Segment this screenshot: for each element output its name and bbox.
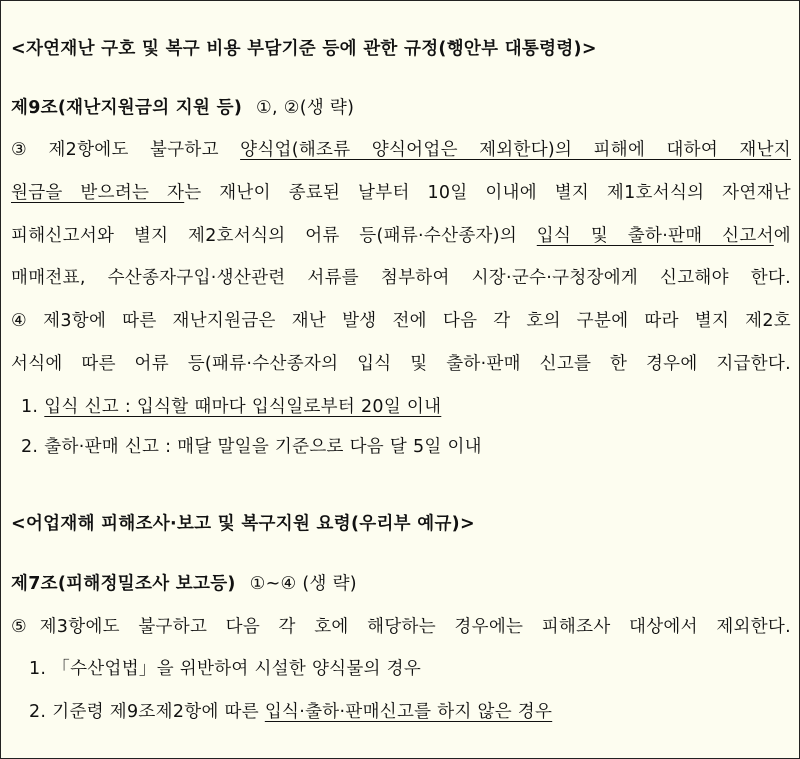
section-title: <자연재난 구호 및 복구 비용 부담기준 등에 관한 규정(행안부 대통령령)> — [11, 39, 597, 59]
paragraph-text: 피해신고서와 별지 제2호서식의 어류 등(패류·수산종자)의 — [11, 226, 537, 246]
paragraph-line: 서식에 따른 어류 등(패류·수산종자의 입식 및 출하·판매 신고를 한 경우에 지급한다. — [11, 354, 791, 374]
list-item-text: 출하·판매 신고 : 매달 말일을 기준으로 다음 달 5일 이내 — [44, 437, 482, 457]
paragraph-line — [11, 138, 791, 162]
list-item — [29, 657, 791, 681]
paragraph-text: 에 — [773, 226, 791, 246]
list-item — [29, 700, 791, 724]
underlined-text: 입식 및 출하·판매 신고서 — [536, 226, 774, 246]
underlined-text: 입식·출하·판매신고를 하지 않은 경우 — [264, 702, 553, 722]
article-note: ①, ②(생 략) — [256, 98, 355, 118]
list-item-text: 기준령 제9조제2항에 따른 — [52, 702, 265, 722]
article-heading: 제7조(피해정밀조사 보고등) — [11, 574, 236, 594]
list-item-number: 2. — [29, 702, 47, 722]
article-heading-line — [11, 572, 791, 596]
paragraph-text: 제3항에 따른 재난지원금은 재난 발생 전에 다음 각 호의 구분에 따라 별지 제2호 — [43, 311, 791, 331]
article-heading: 제9조(재난지원금의 지원 등) — [11, 98, 243, 118]
underlined-text: 양식업(해조류 양식어업은 제외한다)의 피해에 대하여 재난지 — [240, 140, 791, 160]
article-note: ①~④ (생 략) — [249, 574, 357, 594]
article-heading-line — [11, 96, 791, 120]
list-item-number: 1. — [21, 397, 39, 417]
paragraph-line — [11, 224, 791, 248]
paragraph-marker: ④ — [11, 311, 38, 331]
list-item-text: 「수산업법」을 위반하여 시설한 양식물의 경우 — [52, 659, 422, 679]
list-item — [21, 395, 791, 419]
list-item-text: 입식 신고 : 입식할 때마다 입식일로부터 20일 이내 — [44, 397, 442, 417]
paragraph-line — [11, 181, 791, 205]
paragraph-line: 매매전표, 수산종자구입·생산관련 서류를 첨부하여 시장·군수·구청장에게 신고해야 한다. — [11, 268, 791, 288]
paragraph-text: 는 재난이 종료된 날부터 10일 이내에 별지 제1호서식의 자연재난 — [184, 183, 791, 203]
paragraph-line — [11, 309, 791, 333]
underlined-text: 원금을 받으려는 자 — [11, 183, 185, 203]
paragraph-marker: ③ — [11, 140, 43, 160]
list-item-number: 2. — [21, 437, 39, 457]
paragraph-line: ⑤제3항에도 불구하고 다음 각 호에 해당하는 경우에는 피해조사 대상에서 제외한다. — [11, 617, 791, 637]
paragraph-text: 제2항에도 불구하고 — [48, 140, 241, 160]
section-title: <어업재해 피해조사·보고 및 복구지원 요령(우리부 예규)> — [11, 514, 475, 534]
list-item-number: 1. — [29, 659, 47, 679]
list-item — [21, 435, 791, 459]
